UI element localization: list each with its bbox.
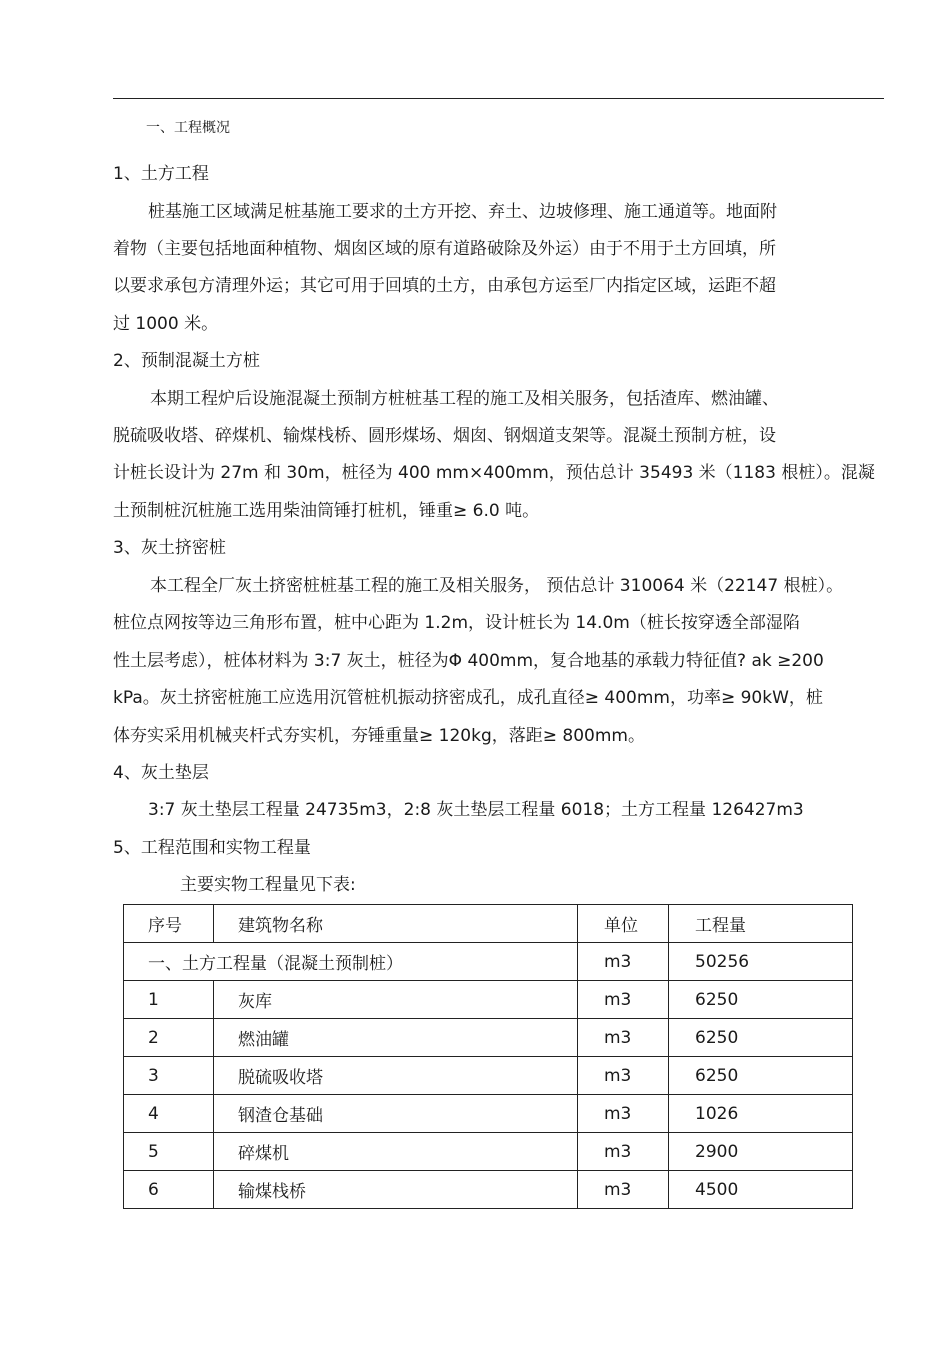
heading-earthwork: 1、土方工程 [113,164,209,184]
paragraph-line: kPa。灰土挤密桩施工应选用沉管桩机振动挤密成孔，成孔直径≥ 400mm，功率≥ 90kW，桩 [113,688,823,708]
header-cell-qty: 工程量 [669,905,853,943]
heading-lime-soil-pile: 3、灰土挤密桩 [113,538,226,558]
row-name: 燃油罐 [214,1019,578,1057]
row-name: 脱硫吸收塔 [214,1057,578,1095]
row-no: 3 [124,1057,214,1095]
row-no: 2 [124,1019,214,1057]
paragraph-line: 体夯实采用机械夹杆式夯实机，夯锤重量≥ 120kg，落距≥ 800mm。 [113,726,645,746]
table-group-row [124,943,853,981]
row-no: 6 [124,1171,214,1209]
paragraph-line: 3:7 灰土垫层工程量 24735m3，2:8 灰土垫层工程量 6018；土方工程量 126427m3 [148,800,804,820]
row-name: 灰库 [214,981,578,1019]
header-cell-no: 序号 [124,905,214,943]
header-cell-name: 建筑物名称 [214,905,578,943]
paragraph-line: 性土层考虑），桩体材料为 3:7 灰土，桩径为Φ 400mm，复合地基的承载力特征值? ak ≥200 [113,651,824,671]
heading-cushion-layer: 4、灰土垫层 [113,763,209,783]
group-unit: m3 [578,943,669,981]
table-row [124,1171,853,1209]
table-row [124,1057,853,1095]
paragraph-line: 本工程全厂灰土挤密桩桩基工程的施工及相关服务， 预估总计 310064 米（22147 根桩）。 [150,576,844,596]
paragraph-line: 以要求承包方清理外运；其它可用于回填的土方，由承包方运至厂内指定区域，运距不超 [113,276,776,296]
group-qty: 50256 [669,943,853,981]
row-no: 5 [124,1133,214,1171]
heading-scope: 5、工程范围和实物工程量 [113,838,311,858]
row-qty: 1026 [669,1095,853,1133]
table-row [124,1133,853,1171]
paragraph-line: 脱硫吸收塔、碎煤机、输煤栈桥、圆形煤场、烟囱、钢烟道支架等。混凝土预制方桩，设 [113,426,776,446]
row-no: 1 [124,981,214,1019]
row-unit: m3 [578,1095,669,1133]
paragraph-line: 土预制桩沉桩施工选用柴油筒锤打桩机，锤重≥ 6.0 吨。 [113,501,540,521]
row-qty: 6250 [669,1019,853,1057]
quantity-table [123,904,853,1209]
row-unit: m3 [578,981,669,1019]
row-name: 输煤栈桥 [214,1171,578,1209]
row-qty: 4500 [669,1171,853,1209]
row-qty: 6250 [669,981,853,1019]
row-unit: m3 [578,1057,669,1095]
row-qty: 6250 [669,1057,853,1095]
section-title: 一、工程概况 [146,120,230,136]
paragraph-line: 计桩长设计为 27m 和 30m，桩径为 400 mm×400mm，预估总计 35493 米（1183 根桩）。混凝 [113,463,875,483]
row-name: 钢渣仓基础 [214,1095,578,1133]
heading-precast-pile: 2、预制混凝土方桩 [113,351,260,371]
table-row [124,981,853,1019]
paragraph-line: 过 1000 米。 [113,314,219,334]
table-row [124,1095,853,1133]
row-unit: m3 [578,1133,669,1171]
group-label: 一、土方工程量（混凝土预制桩） [124,943,578,981]
row-unit: m3 [578,1019,669,1057]
paragraph-line: 桩基施工区域满足桩基施工要求的土方开挖、弃土、边坡修理、施工通道等。地面附 [148,202,777,222]
table-row [124,1019,853,1057]
row-qty: 2900 [669,1133,853,1171]
header-rule [113,98,884,99]
header-cell-unit: 单位 [578,905,669,943]
row-name: 碎煤机 [214,1133,578,1171]
row-unit: m3 [578,1171,669,1209]
table-header-row [124,905,853,943]
table-intro: 主要实物工程量见下表: [180,875,356,895]
paragraph-line: 桩位点网按等边三角形布置，桩中心距为 1.2m，设计桩长为 14.0m（桩长按穿透全部湿陷 [113,613,800,633]
paragraph-line: 本期工程炉后设施混凝土预制方桩桩基工程的施工及相关服务，包括渣库、燃油罐、 [150,389,779,409]
row-no: 4 [124,1095,214,1133]
paragraph-line: 着物（主要包括地面种植物、烟囱区域的原有道路破除及外运）由于不用于土方回填，所 [113,239,776,259]
